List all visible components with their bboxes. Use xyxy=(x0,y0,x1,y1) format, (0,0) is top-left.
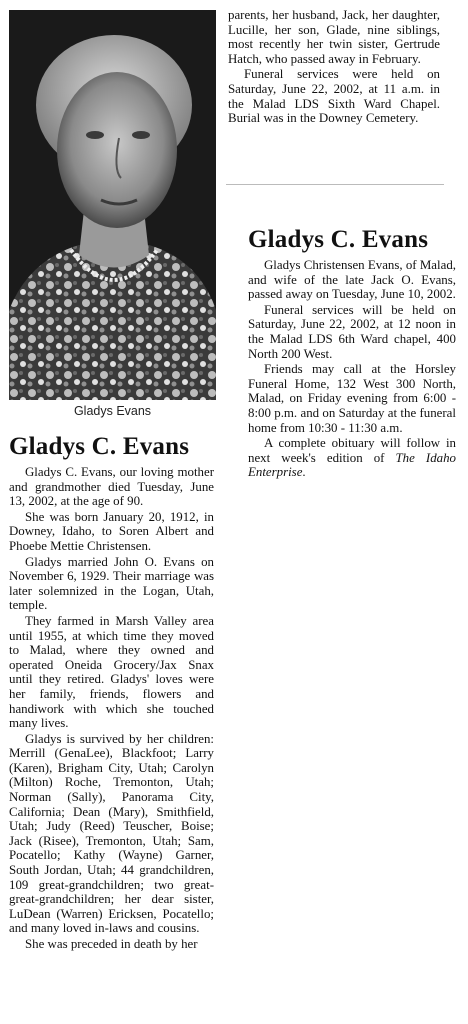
notice-paragraph xyxy=(248,436,456,480)
continuation-paragraph: parents, her husband, Jack, her daughter, Lucille, her son, Glade, nine siblings, most recently her twin sister, Gertrude Hatch, who passed away in February. xyxy=(228,8,440,66)
continuation-paragraph: Funeral services were held on Saturday, June 22, 2002, at 11 a.m. in the Malad LDS Sixth Ward Chapel. Burial was in the Downey Cemetery. xyxy=(228,67,440,126)
notice-paragraph: Funeral services will be held on Saturday, June 22, 2002, at 12 noon in the Malad LDS 6th Ward chapel, 400 North 200 West. xyxy=(248,302,456,361)
notice-paragraph: Friends may call at the Horsley Funeral Home, 132 West 300 North, Malad, on Friday evening from 6:00 - 8:00 p.m. and on Saturday at the funeral home from 10:30 - 11:30 a.m. xyxy=(248,362,456,435)
main-headline: Gladys C. Evans xyxy=(9,433,190,460)
photo-caption: Gladys Evans xyxy=(73,404,152,418)
main-paragraph: Gladys C. Evans, our loving mother and grandmother died Tuesday, June 13, 2002, at the age of 90. xyxy=(9,465,214,509)
main-paragraph: Gladys married John O. Evans on November 6, 1929. Their marriage was later solemnized in the Logan, Utah, temple. xyxy=(9,554,214,613)
portrait-image xyxy=(9,10,216,400)
main-paragraph: Gladys is survived by her children: Merrill (GenaLee), Blackfoot; Larry (Karen), Brigham City, Utah; Carolyn (Milton) Roche, Tremonton, Utah; Norman (Sally), Panorama City, California; Dean (Mary), Smithfield, Utah; Judy (Reed) Teuscher, Boise; Jack (Risee), Tremonton, Utah; Sam, Pocatello; Kathy (Wayne) Garner, South Jordan, Utah; 44 grandchildren, 109 great-grandchildren; two great-great-grandchildren; her dear sister, LuDean (Warren) Ericksen, Pocatello; and many loved in-laws and cousins. xyxy=(9,731,214,936)
main-paragraph: She was born January 20, 1912, in Downey, Idaho, to Soren Albert and Phoebe Mettie Christensen. xyxy=(9,509,214,553)
second-headline: Gladys C. Evans xyxy=(248,226,429,253)
main-obituary-column xyxy=(9,465,214,953)
publication-name: The Idaho Enterprise xyxy=(248,450,456,480)
main-paragraph: She was preceded in death by her xyxy=(25,937,198,951)
main-paragraph: They farmed in Marsh Valley area until 1955, at which time they moved to Malad, where they owned and operated Oneida Grocery/Jax Snax until they retired. Gladys' loves were her family, friends, flowers and handiwork with which she touched many lives. xyxy=(9,613,214,731)
second-notice-column xyxy=(248,258,456,481)
continuation-column xyxy=(228,8,440,127)
column-divider xyxy=(226,184,444,185)
notice-paragraph: Gladys Christensen Evans, of Malad, and wife of the late Jack O. Evans, passed away on Tuesday, June 10, 2002. xyxy=(248,258,456,302)
notice-last-text: A complete obituary will follow in next week's edition of xyxy=(248,436,456,465)
portrait-photo xyxy=(9,10,216,400)
publication-end: . xyxy=(302,465,306,480)
